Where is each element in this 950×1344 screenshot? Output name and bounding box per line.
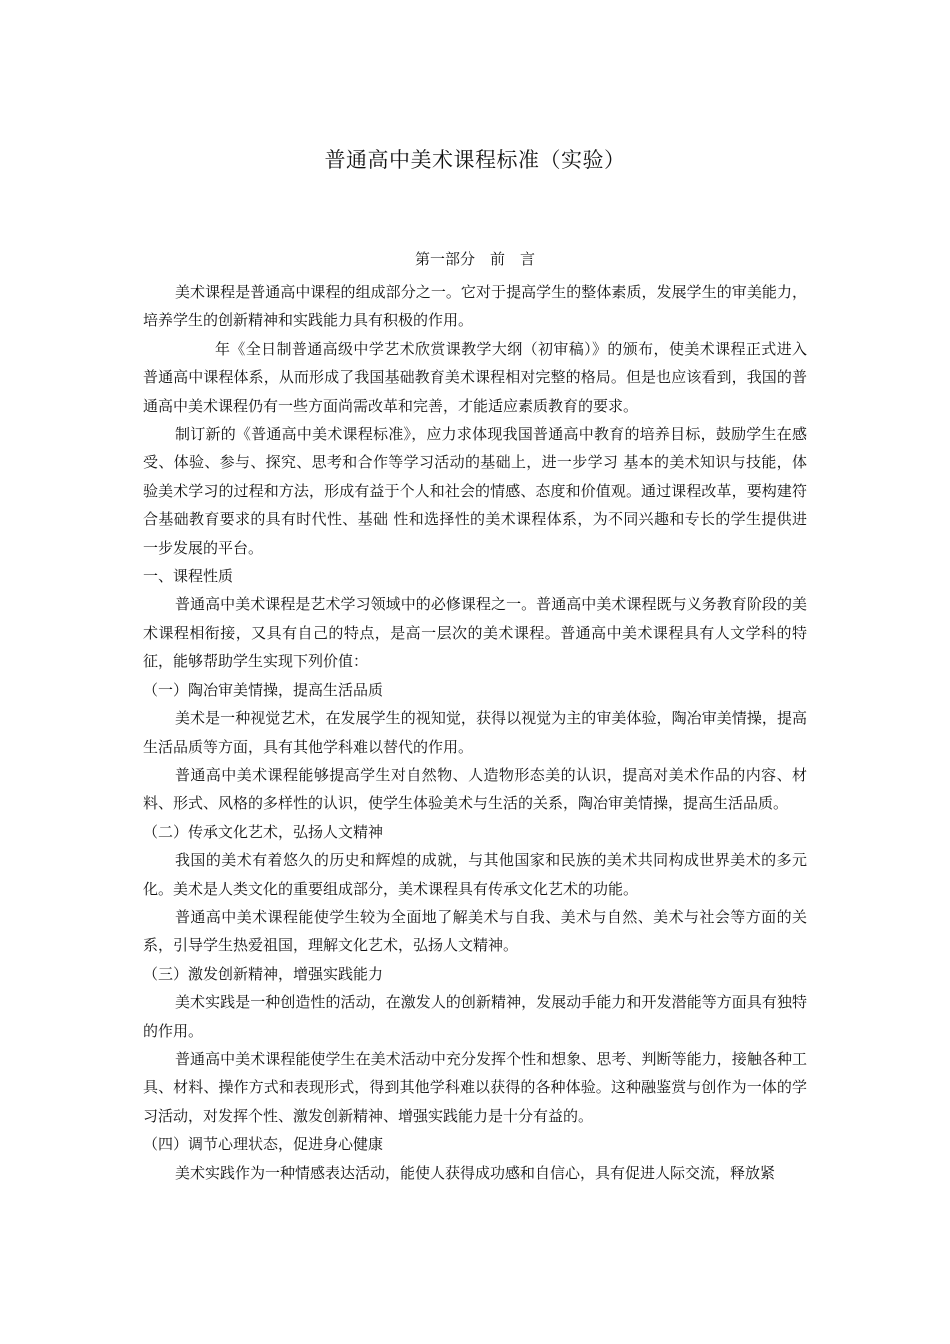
section-subheading: （四）调节心理状态，促进身心健康 xyxy=(143,1135,384,1154)
part-heading xyxy=(0,248,950,270)
paragraph: 美术课程是普通高中课程的组成部分之一。它对于提高学生的整体素质，发展学生的审美能力，培养学生的创新精神和实践能力具有积极的作用。 xyxy=(143,283,807,330)
section-subheading: 一、课程性质 xyxy=(143,567,234,586)
paragraph: 普通高中美术课程能使学生较为全面地了解美术与自我、美术与自然、美术与社会等方面的关系，引导学生热爱祖国，理解文化艺术，弘扬人文精神。 xyxy=(143,907,807,955)
section-subheading: （三）激发创新精神，增强实践能力 xyxy=(143,964,384,983)
paragraph: 普通高中美术课程能使学生在美术活动中充分发挥个性和想象、思考、判断等能力，接触各种工具、材料、操作方式和表现形式，得到其他学科难以获得的各种体验。这种融鉴赏与创作为一体的学习活动，对发挥个性、激发创新精神、增强实践能力是十分有益的。 xyxy=(143,1049,807,1125)
paragraph: 普通高中美术课程是艺术学习领域中的必修课程之一。普通高中美术课程既与义务教育阶段的美术课程相衔接，又具有自己的特点，是高一层次的美术课程。普通高中美术课程具有人文学科的特征，能够帮助学生实现下列价值： xyxy=(143,595,807,671)
body-text xyxy=(143,278,807,1187)
paragraph: 美术实践是一种创造性的活动，在激发人的创新精神，发展动手能力和开发潜能等方面具有独特的作用。 xyxy=(143,993,807,1040)
paragraph: 美术是一种视觉艺术，在发展学生的视知觉，获得以视觉为主的审美体验，陶冶审美情操，提高生活品质等方面，具有其他学科难以替代的作用。 xyxy=(143,709,807,756)
paragraph: 年《全日制普通高级中学艺术欣赏课教学大纲（初审稿）》的颁布，使美术课程正式进入普通高中课程体系，从而形成了我国基础教育美术课程相对完整的格局。但是也应该看到，我国的普通高中美术课程仍有一些方面尚需改革和完善，才能适应素质教育的要求。 xyxy=(143,339,807,415)
document-title: 普通高中美术课程标准（实验） xyxy=(324,148,626,172)
section-subheading: （二）传承文化艺术，弘扬人文精神 xyxy=(143,822,384,841)
paragraph: 普通高中美术课程能够提高学生对自然物、人造物形态美的认识，提高对美术作品的内容、材料、形式、风格的多样性的认识，使学生体验美术与生活的关系，陶冶审美情操，提高生活品质。 xyxy=(143,765,807,813)
paragraph: 美术实践作为一种情感表达活动，能使人获得成功感和自信心，具有促进人际交流，释放紧 xyxy=(175,1163,776,1182)
section-subheading: （一）陶冶审美情操，提高生活品质 xyxy=(143,680,384,699)
part-heading-text: 第一部分 前 言 xyxy=(414,250,535,268)
paragraph: 制订新的《普通高中美术课程标准》，应力求体现我国普通高中教育的培养目标，鼓励学生在感受、体验、参与、探究、思考和合作等学习活动的基础上，进一步学习 基本的美术知识与技能，体验美术学习的过程和方法，形成有益于个人和社会的情感、态度和价值观。通过课程改革，要构建符合基础教育要求的具有时代性、基础 性和选择性的美术课程体系，为不同兴趣和专长的学生提供进一步发展的平台。 xyxy=(143,425,807,557)
paragraph: 我国的美术有着悠久的历史和辉煌的成就，与其他国家和民族的美术共同构成世界美术的多元化。美术是人类文化的重要组成部分，美术课程具有传承文化艺术的功能。 xyxy=(143,851,807,898)
